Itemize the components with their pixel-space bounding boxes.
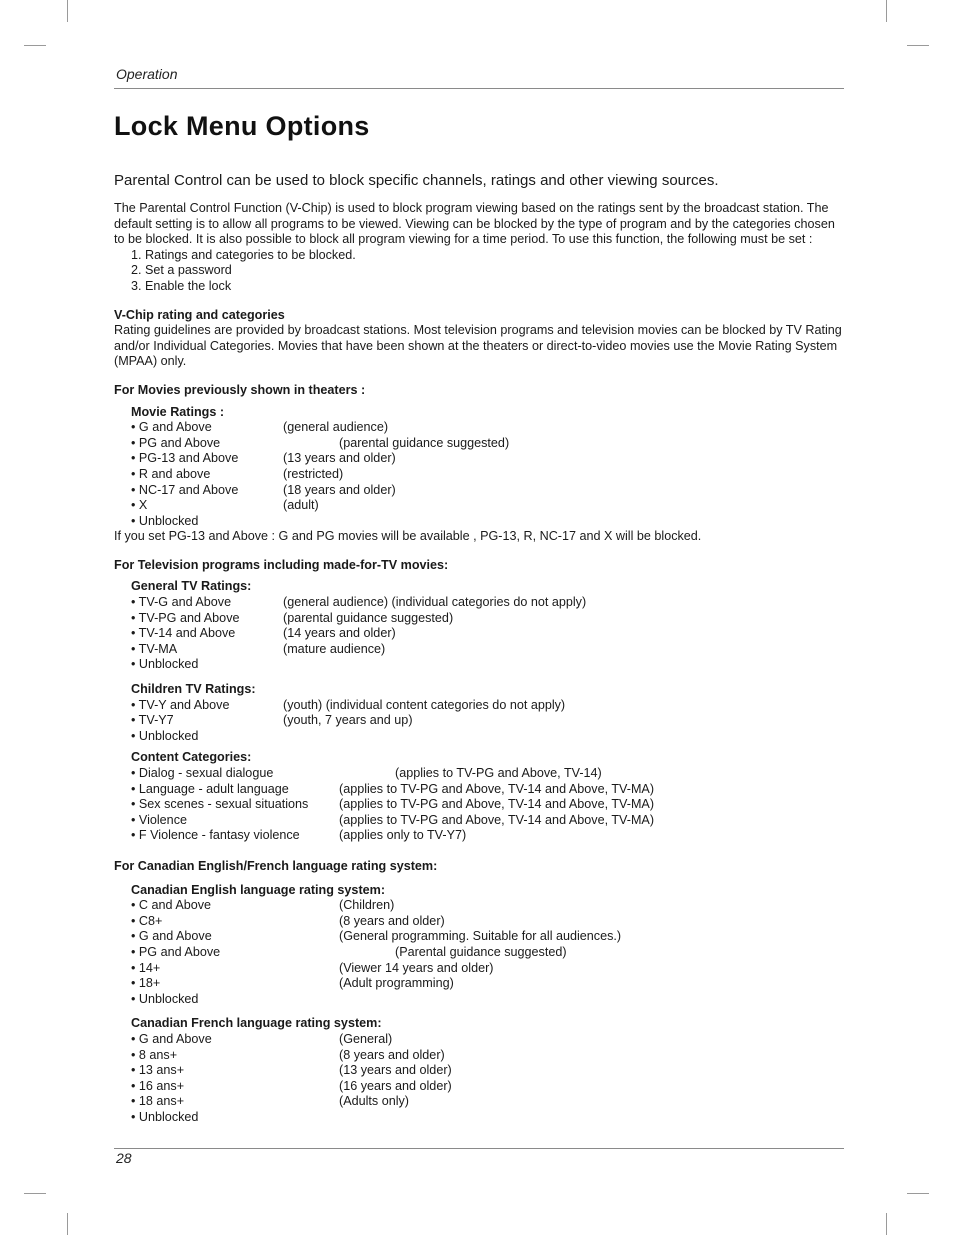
list-item	[131, 898, 846, 914]
rating-description: (8 years and older)	[339, 1047, 445, 1062]
list-item	[131, 729, 846, 745]
movie-ratings-subheading: Movie Ratings :	[131, 404, 225, 419]
rating-description: (mature audience)	[283, 641, 386, 656]
movies-heading: For Movies previously shown in theaters :	[114, 382, 366, 397]
rating-label: • G and Above	[131, 420, 212, 435]
rating-label: • Unblocked	[131, 728, 199, 743]
list-item	[131, 992, 846, 1008]
rating-label: • 13 ans+	[131, 1063, 185, 1078]
list-item	[131, 961, 846, 977]
rating-description: (youth, 7 years and up)	[283, 713, 413, 728]
movies-note: If you set PG-13 and Above : G and PG movies will be available , PG-13, R, NC-17 and X will be blocked.	[114, 529, 702, 544]
rating-label: • C and Above	[131, 898, 212, 913]
tv-heading: For Television programs including made-for-TV movies:	[114, 557, 449, 572]
rating-label: • PG-13 and Above	[131, 451, 239, 466]
list-item	[131, 1063, 846, 1079]
list-item	[131, 713, 846, 729]
crop-mark	[886, 0, 887, 22]
general-tv-ratings-block	[114, 579, 846, 744]
rating-description: (13 years and older)	[283, 451, 396, 466]
list-item	[131, 914, 846, 930]
crop-mark	[67, 1213, 68, 1235]
rating-label: • PG and Above	[131, 435, 221, 450]
category-description: (applies to TV-PG and Above, TV-14 and Above, TV-MA)	[339, 781, 655, 796]
rating-label: • Unblocked	[131, 991, 199, 1006]
canadian-french-subheading: Canadian French language rating system:	[131, 1016, 382, 1031]
rating-label: • TV-MA	[131, 641, 178, 656]
rating-label: • Unblocked	[131, 513, 199, 528]
list-item	[131, 813, 846, 829]
category-description: (applies to TV-PG and Above, TV-14)	[395, 766, 602, 780]
page-content	[114, 201, 846, 1125]
canadian-english-subheading: Canadian English language rating system:	[131, 882, 386, 897]
intro-text: Parental Control can be used to block specific channels, ratings and other viewing sources.	[114, 172, 719, 189]
list-item	[131, 611, 846, 627]
category-description: (applies to TV-PG and Above, TV-14 and Above, TV-MA)	[339, 812, 655, 827]
rating-description: (General programming. Suitable for all audiences.)	[339, 929, 622, 944]
category-label: • F Violence - fantasy violence	[131, 828, 300, 843]
rating-description: (14 years and older)	[283, 626, 396, 641]
rating-description: (restricted)	[283, 466, 344, 481]
rating-description: (youth) (individual content categories do not apply)	[283, 697, 566, 712]
list-item	[131, 1079, 846, 1095]
crop-mark	[67, 0, 68, 22]
list-item	[131, 514, 846, 530]
crop-mark	[886, 1213, 887, 1235]
content-categories-block	[114, 750, 846, 844]
rating-description: (18 years and older)	[283, 482, 396, 497]
header-divider	[114, 88, 844, 89]
rating-description: (general audience) (individual categories do not apply)	[283, 595, 587, 610]
rating-label: • NC-17 and Above	[131, 482, 239, 497]
description-paragraph: The Parental Control Function (V-Chip) is used to block program viewing based on the ratings sent by the broadcast station. The default setting is to allow all programs to be viewed. Viewing can be blocked by the type of program and by the categories chosen to be blocked. It is also possible to block all program viewing for a time period. To use this function, the following must be set :	[114, 201, 835, 247]
general-tv-subheading: General TV Ratings:	[131, 579, 252, 594]
crop-mark	[907, 1193, 929, 1194]
rating-label: • 14+	[131, 960, 161, 975]
list-item	[131, 766, 846, 782]
rating-label: • G and Above	[131, 1031, 212, 1046]
list-item	[131, 657, 846, 673]
rating-label: • TV-G and Above	[131, 595, 232, 610]
rating-description: (16 years and older)	[339, 1078, 452, 1093]
content-categories-subheading: Content Categories:	[131, 750, 252, 765]
list-item	[131, 642, 846, 658]
rating-description: (Viewer 14 years and older)	[339, 960, 494, 975]
rating-label: • Unblocked	[131, 657, 199, 672]
rating-description: (parental guidance suggested)	[339, 435, 510, 450]
list-item	[131, 828, 846, 844]
list-item	[131, 1110, 846, 1126]
rating-description: (adult)	[283, 498, 319, 513]
footer-divider	[114, 1148, 844, 1149]
list-item	[131, 976, 846, 992]
list-item	[131, 626, 846, 642]
category-label: • Dialog - sexual dialogue	[131, 766, 274, 780]
category-label: • Violence	[131, 812, 187, 827]
list-item: 1. Ratings and categories to be blocked.	[131, 247, 356, 262]
list-item	[131, 797, 846, 813]
rating-description: (parental guidance suggested)	[283, 610, 454, 625]
rating-label: • TV-Y7	[131, 713, 174, 728]
section-label: Operation	[116, 66, 178, 82]
rating-label: • 18 ans+	[131, 1094, 185, 1109]
category-label: • Language - adult language	[131, 781, 289, 796]
rating-label: • 18+	[131, 976, 161, 991]
rating-label: • G and Above	[131, 929, 212, 944]
rating-description: (General)	[339, 1031, 393, 1046]
crop-mark	[24, 1193, 46, 1194]
list-item: 3. Enable the lock	[131, 278, 232, 293]
rating-label: • X	[131, 498, 148, 513]
rating-description: (Parental guidance suggested)	[395, 944, 567, 959]
list-item	[131, 1048, 846, 1064]
list-item	[131, 483, 846, 499]
list-item	[131, 1032, 846, 1048]
rating-label: • TV-PG and Above	[131, 610, 240, 625]
list-item	[131, 420, 846, 436]
rating-description: (8 years and older)	[339, 913, 445, 928]
list-item	[131, 782, 846, 798]
rating-description: (general audience)	[283, 420, 389, 435]
list-item	[131, 945, 846, 961]
movie-ratings-block	[114, 405, 846, 530]
list-item	[131, 595, 846, 611]
crop-mark	[907, 45, 929, 46]
rating-description: (Adult programming)	[339, 976, 454, 991]
category-description: (applies only to TV-Y7)	[339, 828, 467, 843]
list-item	[131, 929, 846, 945]
category-description: (applies to TV-PG and Above, TV-14 and Above, TV-MA)	[339, 797, 655, 812]
rating-label: • Unblocked	[131, 1109, 199, 1124]
page-title: Lock Menu Options	[114, 111, 370, 141]
category-label: • Sex scenes - sexual situations	[131, 797, 309, 812]
rating-description: (Adults only)	[339, 1094, 409, 1109]
list-item	[131, 498, 846, 514]
rating-label: • R and above	[131, 466, 211, 481]
list-item	[131, 698, 846, 714]
rating-label: • 8 ans+	[131, 1047, 178, 1062]
canadian-heading: For Canadian English/French language rating system:	[114, 858, 438, 873]
list-item	[131, 467, 846, 483]
rating-label: • TV-14 and Above	[131, 626, 236, 641]
list-item	[131, 436, 846, 452]
crop-mark	[24, 45, 46, 46]
vchip-heading: V-Chip rating and categories	[114, 307, 285, 322]
children-tv-subheading: Children TV Ratings:	[131, 682, 256, 697]
rating-label: • PG and Above	[131, 944, 221, 959]
rating-label: • C8+	[131, 913, 163, 928]
vchip-paragraph: Rating guidelines are provided by broadcast stations. Most television programs and television movies can be blocked by TV Rating and/or Individual Categories. Movies that have been shown at the theaters or direct-to-video movies use the Movie Rating System (MPAA) only.	[114, 323, 842, 369]
rating-description: (13 years and older)	[339, 1063, 452, 1078]
rating-label: • TV-Y and Above	[131, 697, 230, 712]
rating-label: • 16 ans+	[131, 1078, 185, 1093]
steps-list	[114, 248, 846, 295]
list-item	[131, 1094, 846, 1110]
page-number: 28	[116, 1150, 132, 1166]
canadian-english-block	[114, 883, 846, 1126]
rating-description: (Children)	[339, 898, 395, 913]
list-item: 2. Set a password	[131, 263, 232, 278]
list-item	[131, 451, 846, 467]
